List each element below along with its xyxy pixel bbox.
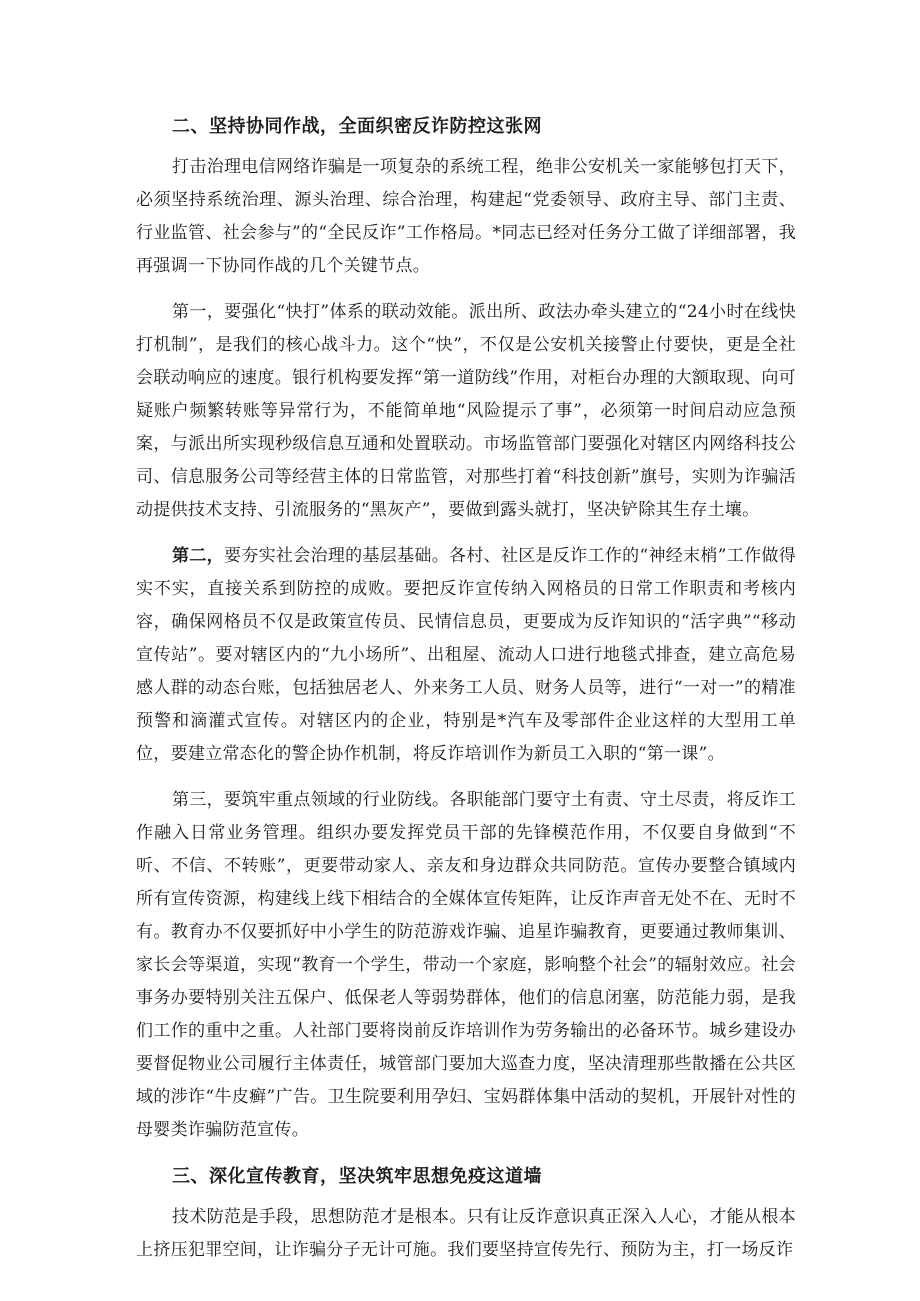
paragraph-third-point: 第三，要筑牢重点领域的行业防线。各职能部门要守土有责、守土尽责，将反诈工作融入日常业务管理。组织办要发挥党员干部的先锋模范作用，不仅要自身做到“不听、不信、不转账”，更要带动家人、亲友和身边群众共同防范。宣传办要整合镇域内所有宣传资源，构建线上线下相结合的全媒体宣传矩阵，让反诈声音无处不在、无时不有。教育办不仅要抓好中小学生的防范游戏诈骗、追星诈骗教育，更要通过教师集训、家长会等渠道，实现“教育一个学生，带动一个家庭，影响整个社会”的辐射效应。社会事务办要特别关注五保户、低保老人等弱势群体，他们的信息闭塞，防范能力弱，是我们工作的重中之重。人社部门要将岗前反诈培训作为劳务输出的必备环节。城乡建设办要督促物业公司履行主体责任，城管部门要加大巡查力度，坚决清理那些散播在公共区域的涉诈“牛皮癣”广告。卫生院要利用孕妇、宝妈群体集中活动的契机，开展针对性的母婴类诈骗防范宣传。 xyxy=(136,790,796,1140)
second-point-lead: 第二， xyxy=(172,546,224,566)
paragraph-intro: 打击治理电信网络诈骗是一项复杂的系统工程，绝非公安机关一家能够包打天下，必须坚持系统治理、源头治理、综合治理，构建起“党委领导、政府主导、部门主责、行业监管、社会参与”的“全民反诈”工作格局。*同志已经对任务分工做了详细部署，我再强调一下协同作战的几个关键节点。 xyxy=(136,157,796,276)
paragraph-section3-intro: 技术防范是手段，思想防范才是根本。只有让反诈意识真正深入人心，才能从根本上挤压犯罪空间，让诈骗分子无计可施。我们要坚持宣传先行、预防为主，打一场反诈 xyxy=(136,1207,796,1260)
document-body xyxy=(136,110,796,1280)
second-point-text: 要夯实社会治理的基层基础。各村、社区是反诈工作的“神经末梢”工作做得实不实，直接关系到防控的成败。要把反诈宣传纳入网格员的日常工作职责和考核内容，确保网格员不仅是政策宣传员、民情信息员，更要成为反诈知识的“活字典”“移动宣传站”。要对辖区内的“九小场所”、出租屋、流动人口进行地毯式排查，建立高危易感人群的动态台账，包括独居老人、外来务工人员、财务人员等，进行“一对一”的精准预警和滴灌式宣传。对辖区内的企业，特别是*汽车及零部件企业这样的大型用工单位，要建立常态化的警企协作机制，将反诈培训作为新员工入职的“第一课”。 xyxy=(136,546,796,764)
section-heading-3: 三、深化宣传教育，坚决筑牢思想免疫这道墙 xyxy=(172,1166,542,1187)
paragraph-first-point: 第一，要强化“快打”体系的联动效能。派出所、政法办牵头建立的“24小时在线快打机制”，是我们的核心战斗力。这个“快”，不仅是公安机关接警止付要快，更是全社会联动响应的速度。银行机构要发挥“第一道防线”作用，对柜台办理的大额取现、向可疑账户频繁转账等异常行为，不能简单地“风险提示了事”，必须第一时间启动应急预案，与派出所实现秒级信息互通和处置联动。市场监管部门要强化对辖区内网络科技公司、信息服务公司等经营主体的日常监管，对那些打着“科技创新”旗号，实则为诈骗活动提供技术支持、引流服务的“黑灰产”，要做到露头就打，坚决铲除其生存土壤。 xyxy=(136,302,796,520)
section-heading-2: 二、坚持协同作战，全面织密反诈防控这张网 xyxy=(172,116,542,137)
paragraph-second-point xyxy=(136,540,796,771)
